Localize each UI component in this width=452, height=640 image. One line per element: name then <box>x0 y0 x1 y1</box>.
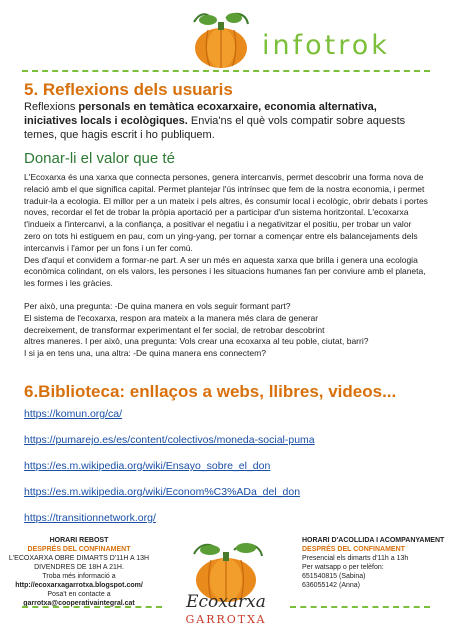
intro-text-1: Reflexions <box>24 101 79 113</box>
article-paragraph-3-line-4: altres maneres. I per això, una pregunta: Vols crear una ecoxarxa al teu poble, ciutat, barri? <box>24 336 369 347</box>
blog-link[interactable]: http://ecoxarxagarrotxa.blogspot.com/ <box>15 582 143 589</box>
support-hours-title: HORARI D'ACOLLIDA I ACOMPANYAMENT <box>302 537 445 544</box>
article-body <box>24 172 430 360</box>
support-hours-line: Presencial els dimarts d'11h a 13h <box>302 555 409 562</box>
store-hours-subtitle: DESPRÉS DEL CONFINAMENT <box>27 546 131 553</box>
library-link[interactable]: https://es.m.wikipedia.org/wiki/Ensayo_sobre_el_don <box>24 460 271 472</box>
footer-divider-right <box>290 606 430 608</box>
footer-region: GARROTXA <box>185 613 267 626</box>
article-paragraph-3-line-1: Per això, una pregunta: -De quina manera en vols seguir formant part? <box>24 300 291 311</box>
section-6-title: 6.Biblioteca: enllaços a webs, llibres, videos... <box>24 382 397 401</box>
section-5-intro <box>24 100 428 142</box>
footer-divider-left <box>22 606 162 608</box>
library-link[interactable]: https://es.m.wikipedia.org/wiki/Econom%C3%ADa_del_don <box>24 486 301 498</box>
support-hours-line: Per watsapp o per telèfon: <box>302 564 384 571</box>
support-phone: 651540815 (Sabina) <box>302 573 366 580</box>
article-paragraph-3-line-3: decreixement, de transformar experimentant el fer social, de retrobar descobrint <box>24 324 325 335</box>
article-paragraph-3-line-2: El sistema de l'ecoxarxa, respon ara mateix a la manera més clara de generar <box>24 312 319 323</box>
support-phone: 636055142 (Anna) <box>302 582 360 589</box>
article-paragraph-2: Des d'aquí et convidem a formar-ne part. A ser un més en aquesta xarxa que brilla i genera una ecologia econòmica colindant, on els valors, les persones i les situacions humanes fan per conviure amb el planeta, les formes i les gràcies. <box>24 254 426 289</box>
store-hours-title: HORARI REBOST <box>49 537 109 544</box>
store-hours-line: L'ECOXARXA OBRE DIMARTS D'11H A 13H <box>8 555 150 562</box>
intro-bold-text: personals en temàtica ecoxarxaire, economia alternativa, iniciatives locals i ecològiques. <box>24 101 377 127</box>
library-link[interactable]: https://transitionnetwork.org/ <box>24 512 156 524</box>
store-hours-line: Troba més informació a <box>42 573 116 580</box>
store-hours-line: Posa't en contacte a <box>47 591 111 598</box>
library-link[interactable]: https://pumarejo.es/es/content/colectivos/moneda-social-puma <box>24 434 315 446</box>
footer-store-hours <box>4 536 154 608</box>
library-link[interactable]: https://komun.org/ca/ <box>24 408 123 420</box>
footer-support-hours <box>302 536 450 590</box>
support-hours-subtitle: DESPRÉS DEL CONFINAMENT <box>302 546 405 553</box>
header-logo-text: infotrok <box>262 30 390 61</box>
section-5-title: 5. Reflexions dels usuaris <box>24 80 233 99</box>
article-paragraph-3-line-5: I si ja en tens una, una altra: -De quina manera ens connectem? <box>24 348 266 359</box>
contact-email[interactable]: garrotxa@cooperativaintegral.cat <box>23 600 135 607</box>
article-subtitle: Donar-li el valor que té <box>24 150 175 167</box>
footer-brand: Ecoxarxa <box>186 592 266 612</box>
header-divider <box>22 70 430 72</box>
store-hours-line: DIVENDRES DE 18H A 21H. <box>34 564 124 571</box>
intro-text-2: Envia'ns el què vols compatir sobre aquests temes, que hagis escrit i ho publiquem. <box>24 115 406 141</box>
pumpkin-logo-icon <box>186 8 256 72</box>
article-paragraph-1: L'Ecoxarxa és una xarxa que connecta persones, genera intercanvis, permet descobrir una forma nova de relació amb el que significa capital. Permet plantejar l'ús intrínsec que fem de la nostra economia, i permet traduir-la a ecologia. El millor per a un mateix i pels altres, és consumir local i ecològic, obrir debats i portes noves, recordar el fet de trobar la pròpia aportació per a participar d'un sistema horitzontal. L'ecoxarxa t'indueix a l'intercanvi, a la confiança, a positivar el negatiu i a negativitzar el positiu, per trobar un valor zero on tots hi estiguem en pau, com un ying-yang, per tornar a començar entre els balancejaments dels intercanvis i l'amor per un fons i un fer comú. <box>24 172 428 253</box>
